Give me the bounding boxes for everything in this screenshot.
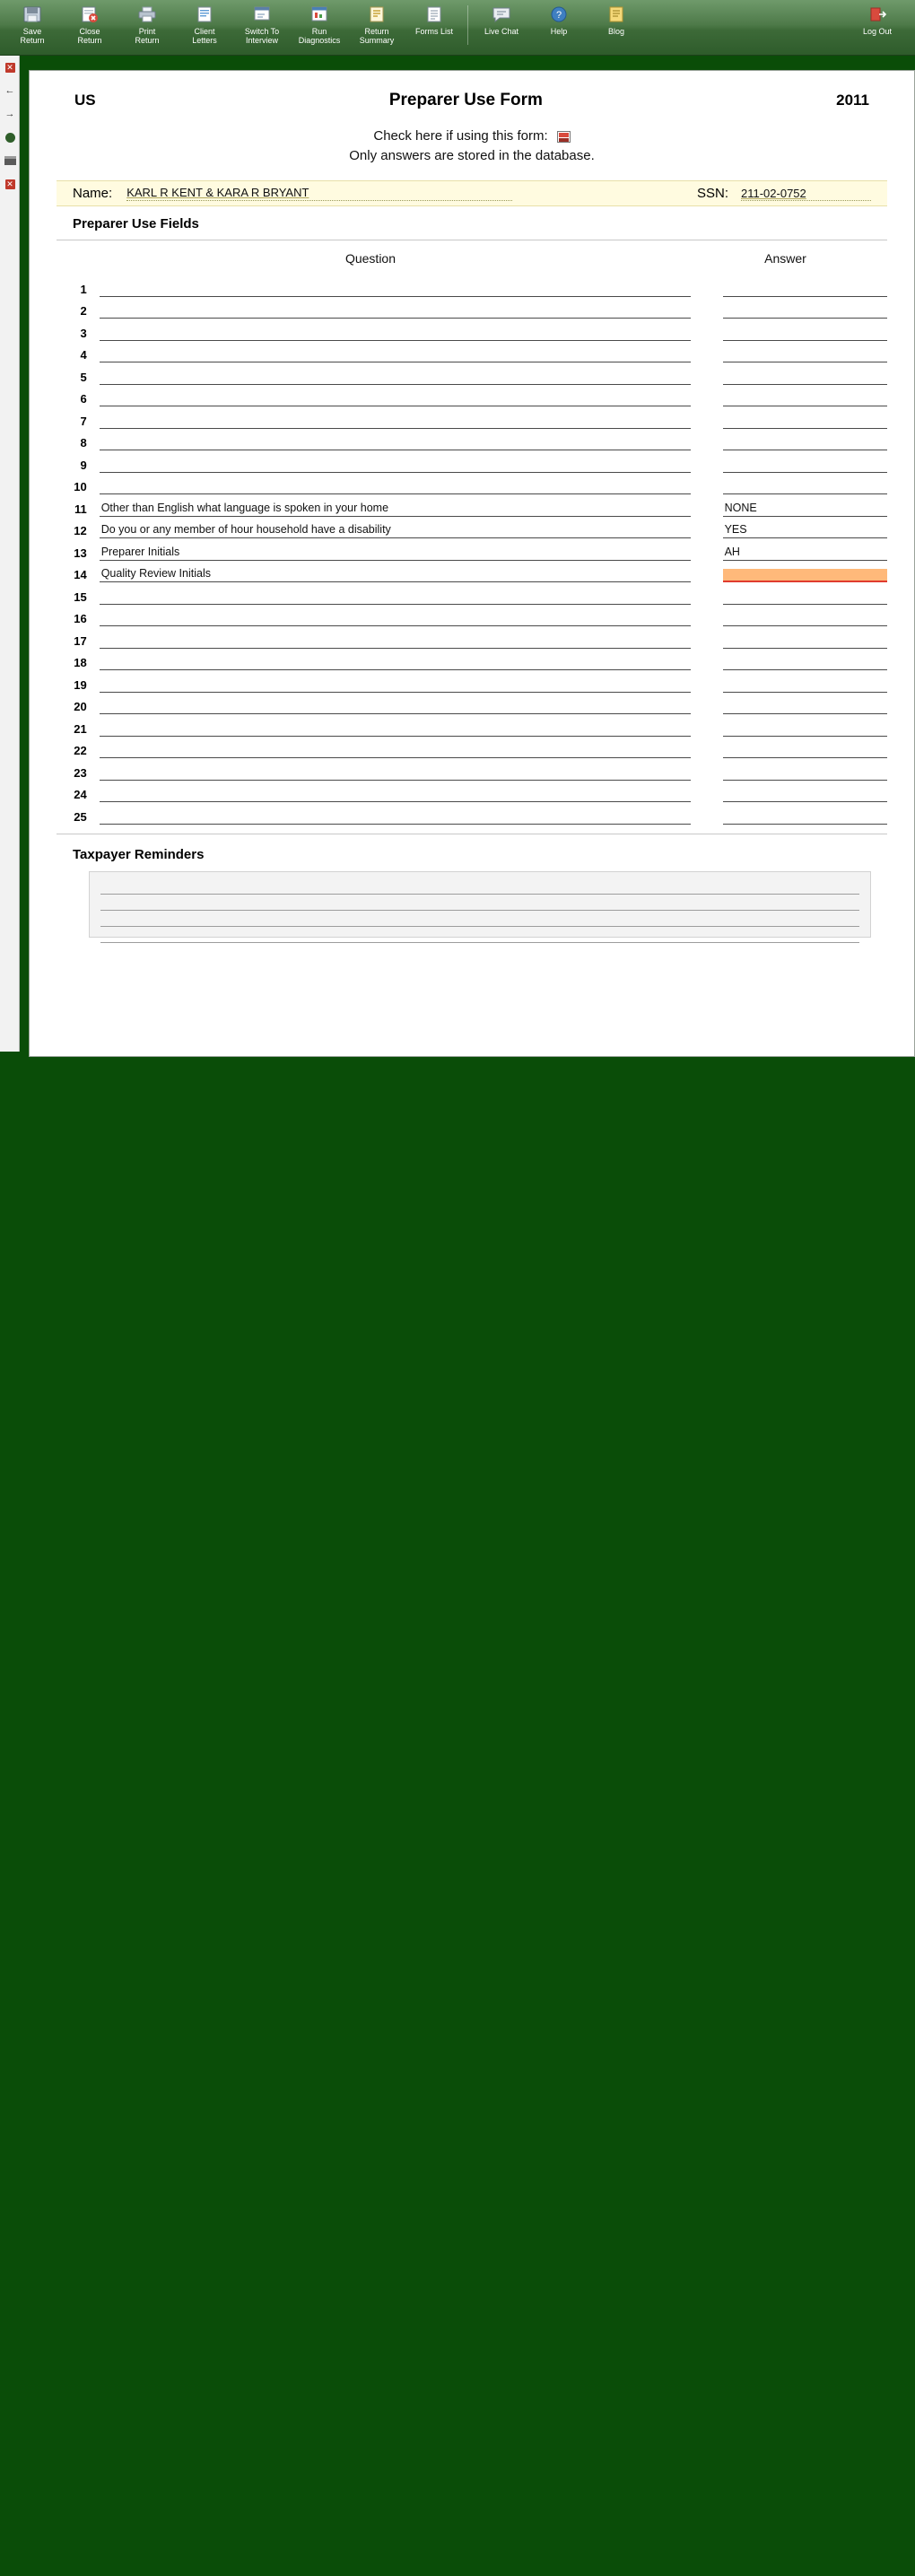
toolbar-label-bottom: Return [77,36,102,45]
ssn-label: SSN: [696,186,728,201]
rail-record-button[interactable] [0,126,20,149]
answer-input[interactable] [723,317,887,319]
table-row [57,341,887,363]
reminder-line[interactable] [100,881,859,895]
toolbar-label-top: Print [138,27,156,36]
help-icon [548,4,570,24]
question-input[interactable] [100,493,691,494]
row-number: 19 [74,677,87,692]
answer-input[interactable] [723,603,887,605]
client-letters-icon [194,4,215,24]
table-row [57,450,887,473]
forward-arrow-icon: → [4,109,15,119]
row-number: 24 [74,788,87,801]
section-title-preparer-use-fields: Preparer Use Fields [57,206,887,240]
reminder-line[interactable] [100,930,859,943]
rail-print-button[interactable] [0,149,20,172]
table-row [57,319,887,341]
question-input[interactable]: Do you or any member of hour household have a disability [100,523,691,538]
form-header [57,91,887,110]
delete-icon: ✕ [6,179,13,188]
use-form-checkbox[interactable] [557,131,571,143]
question-input[interactable] [100,735,691,737]
toolbar-label-bottom: Interview [245,36,278,45]
row-number: 7 [80,414,87,428]
rail-close-button[interactable] [0,56,20,79]
answer-input[interactable] [723,800,887,802]
svg-text:?: ? [555,10,562,21]
answer-input[interactable] [723,295,887,297]
question-input[interactable] [100,405,691,406]
table-row [57,517,887,539]
toolbar-button-forms-list[interactable] [405,0,463,52]
question-input[interactable] [100,449,691,450]
row-number: 23 [74,765,87,780]
rail-forward-button[interactable] [0,102,20,126]
row-number: 21 [74,721,87,736]
row-number: 1 [80,282,87,296]
answer-input[interactable] [723,405,887,406]
row-number: 11 [74,502,87,516]
toolbar-label-bottom: Return [20,36,45,45]
toolbar-button-help[interactable] [530,0,588,52]
row-number: 17 [74,633,87,648]
question-input[interactable] [100,317,691,319]
toolbar-button-log-out[interactable] [849,0,906,52]
question-input[interactable] [100,691,691,693]
question-input[interactable] [100,668,691,670]
toolbar-button-return-summary[interactable] [348,0,405,52]
row-number: 6 [80,392,87,406]
row-number: 10 [74,480,87,493]
column-header-question: Question [344,251,396,266]
form-content [30,71,914,938]
answer-input[interactable] [723,779,887,781]
section-title-taxpayer-reminders: Taxpayer Reminders [57,834,887,871]
table-row [57,626,887,649]
row-number: 9 [80,458,87,472]
question-input[interactable] [100,339,691,341]
table-row [57,582,887,605]
question-input[interactable]: Other than English what language is spoken in your home [100,502,691,517]
answer-input[interactable] [723,823,887,825]
question-input[interactable] [100,712,691,714]
toolbar-button-run-diagnostics[interactable] [291,0,348,52]
table-row [57,781,887,803]
question-input[interactable] [100,471,691,473]
toolbar-label-top: Save [22,27,42,36]
toolbar-label-top: Return [364,27,389,36]
question-input[interactable] [100,800,691,802]
taxpayer-identity-bar [57,180,887,206]
rail-delete-button[interactable] [0,172,20,196]
question-input[interactable] [100,779,691,781]
toolbar-label-top: Log Out [862,27,893,36]
row-number: 25 [74,809,87,824]
toolbar-button-client-letters[interactable] [176,0,233,52]
reminder-line[interactable] [100,913,859,927]
answer-input[interactable] [723,712,887,714]
reminder-line[interactable] [100,897,859,911]
row-number: 4 [80,348,87,362]
table-row [57,297,887,319]
table-row [57,605,887,627]
name-label: Name: [73,186,113,201]
save-icon [22,4,43,24]
table-row [57,494,887,517]
row-number: 12 [74,524,87,537]
toolbar-label-bottom: Summary [359,36,395,45]
table-row [57,802,887,825]
toolbar-label-top: Close [79,27,100,36]
answer-input[interactable] [723,449,887,450]
diagnostics-icon [309,4,330,24]
toolbar-button-print-return[interactable] [118,0,176,52]
row-number: 14 [74,568,87,581]
toolbar-button-live-chat[interactable] [473,0,530,52]
answer-input[interactable]: NONE [723,502,887,517]
ssn-field[interactable]: 211-02-0752 [741,187,871,201]
table-row [57,737,887,759]
form-country: US [74,92,96,109]
answer-input[interactable] [723,383,887,385]
table-row [57,670,887,693]
question-input[interactable] [100,383,691,385]
table-row [57,473,887,495]
toolbar-separator [467,5,468,45]
check-block [57,127,887,166]
toolbar-label-top: Forms List [414,27,453,36]
toolbar-label-top: Run [311,27,327,36]
print-icon [4,156,16,165]
question-input[interactable] [100,756,691,758]
form-year: 2011 [836,92,869,109]
answer-input[interactable] [723,668,887,670]
check-instruction-label: Check here if using this form: [373,128,548,144]
print-icon [136,4,158,24]
toolbar-label-top: Live Chat [484,27,519,36]
table-row [57,538,887,561]
record-icon [5,133,15,143]
answer-input[interactable]: AH [723,546,887,561]
question-input[interactable] [100,361,691,362]
toolbar-label-top: Blog [607,27,624,36]
answer-input[interactable]: YES [723,523,887,538]
preparer-use-rows [57,275,887,834]
row-number: 18 [74,656,87,669]
question-input[interactable] [100,624,691,626]
table-row [57,693,887,715]
table-row [57,561,887,583]
row-number: 5 [80,370,87,384]
table-row [57,362,887,385]
question-input[interactable] [100,603,691,605]
toolbar-label-top: Client [194,27,215,36]
left-rail [0,56,20,1052]
logout-icon [867,4,888,24]
toolbar-button-save-return[interactable] [4,0,61,52]
live-chat-icon [491,4,512,24]
question-input[interactable] [100,823,691,825]
toolbar-label-top: Help [550,27,568,36]
table-row [57,406,887,429]
answer-input[interactable] [723,691,887,693]
back-arrow-icon: ← [4,85,15,96]
question-input[interactable]: Preparer Initials [100,546,691,561]
table-row [57,758,887,781]
table-row [57,275,887,297]
switch-interview-icon [251,4,273,24]
question-input[interactable]: Quality Review Initials [100,567,691,582]
taxpayer-reminders-box[interactable] [89,871,871,938]
preparer-use-form-window [29,70,915,1057]
forms-list-icon [423,4,445,24]
answer-input[interactable] [723,735,887,737]
column-header-answer: Answer [764,251,806,266]
row-number: 16 [74,612,87,625]
database-note-label: Only answers are stored in the database. [349,148,595,163]
answer-input-focused[interactable] [723,569,887,582]
close-return-icon [79,4,100,24]
table-row [57,385,887,407]
row-number: 13 [74,546,87,560]
answer-input[interactable] [723,427,887,429]
toolbar-button-blog[interactable] [588,0,645,52]
toolbar-button-switch-to-interview[interactable] [233,0,291,52]
blog-icon [606,4,627,24]
page-title: Preparer Use Form [388,91,543,109]
answer-input[interactable] [723,624,887,626]
main-toolbar [0,0,915,56]
column-headers [57,240,887,275]
toolbar-label-bottom: Diagnostics [298,36,341,45]
question-input[interactable] [100,427,691,429]
row-number: 15 [74,589,87,604]
row-number: 22 [74,744,87,757]
return-summary-icon [366,4,388,24]
row-number: 2 [80,304,87,318]
close-icon: ✕ [6,62,13,72]
row-number: 3 [80,326,87,340]
name-field[interactable]: KARL R KENT & KARA R BRYANT [126,186,512,201]
answer-input[interactable] [723,493,887,494]
table-row [57,714,887,737]
table-row [57,429,887,451]
question-input[interactable] [100,295,691,297]
row-number: 20 [74,700,87,713]
answer-input[interactable] [723,756,887,758]
row-number: 8 [80,436,87,450]
answer-input[interactable] [723,361,887,362]
answer-input[interactable] [723,647,887,649]
toolbar-label-bottom: Return [135,36,160,45]
rail-back-button[interactable] [0,79,20,102]
toolbar-label-bottom: Letters [192,36,217,45]
table-row [57,649,887,671]
toolbar-label-top: Switch To [244,27,280,36]
answer-input[interactable] [723,339,887,341]
answer-input[interactable] [723,471,887,473]
toolbar-button-close-return[interactable] [61,0,118,52]
question-input[interactable] [100,647,691,649]
